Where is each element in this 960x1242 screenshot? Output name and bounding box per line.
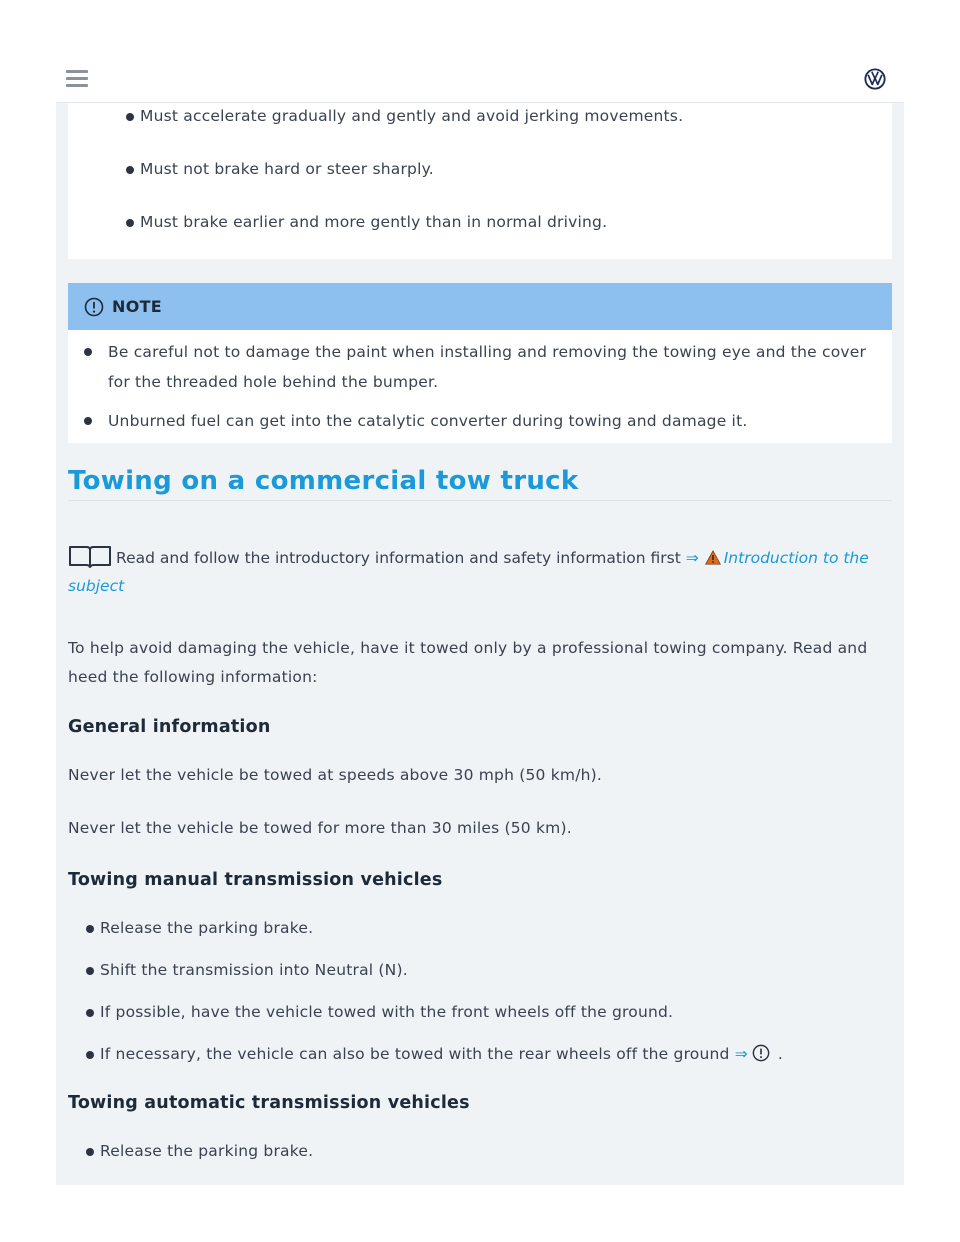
list-item: If possible, have the vehicle towed with the front wheels off the ground. — [86, 1001, 886, 1043]
note-list — [84, 337, 884, 445]
list-item: Must not brake hard or steer sharply. — [126, 158, 683, 185]
manual-transmission-list — [86, 917, 886, 1085]
top-header — [56, 0, 904, 103]
speed-limit-text: Never let the vehicle be towed at speeds above 30 mph (50 km/h). — [68, 766, 603, 784]
list-item: Shift the transmission into Neutral (N). — [86, 959, 886, 1001]
general-info-heading: General information — [68, 717, 271, 737]
automatic-transmission-heading: Towing automatic transmission vehicles — [68, 1093, 470, 1113]
list-item-end: . — [777, 1045, 784, 1063]
list-item: Unburned fuel can get into the catalytic converter during towing and damage it. — [84, 406, 884, 436]
note-header — [68, 283, 892, 330]
list-item: Release the parking brake. — [86, 917, 886, 959]
distance-limit-text: Never let the vehicle be towed for more than 30 miles (50 km). — [68, 819, 572, 837]
list-item: Release the parking brake. — [86, 1140, 886, 1182]
section-title: Towing on a commercial tow truck — [68, 466, 579, 496]
note-box — [68, 283, 892, 443]
link-arrow[interactable]: ⇒ — [734, 1045, 748, 1063]
hamburger-icon[interactable] — [66, 70, 88, 88]
main-content — [56, 103, 904, 1185]
list-item-text: If necessary, the vehicle can also be towed with the rear wheels off the ground — [100, 1045, 730, 1063]
manual-transmission-heading: Towing manual transmission vehicles — [68, 870, 443, 890]
towing-paragraph: To help avoid damaging the vehicle, have it towed only by a professional towing company. Read and heed the following information: — [68, 639, 868, 686]
vw-logo-icon[interactable] — [864, 68, 886, 90]
list-item — [86, 1043, 886, 1085]
divider — [68, 500, 892, 501]
list-item: Be careful not to damage the paint when installing and removing the towing eye and the cover for the threaded hole behind the bumper. — [84, 337, 884, 397]
open-book-icon — [68, 544, 112, 568]
introduction-link[interactable]: Introduction to the subject — [68, 549, 869, 595]
exclamation-circle-icon — [84, 297, 104, 317]
intro-note — [68, 544, 892, 600]
driving-rules-card — [68, 103, 892, 259]
exclamation-circle-icon[interactable] — [752, 1044, 770, 1062]
driving-rules-list — [126, 105, 683, 264]
note-title: NOTE — [112, 297, 163, 316]
intro-text: Read and follow the introductory information and safety information first — [116, 549, 681, 567]
link-arrow[interactable]: ⇒ — [685, 549, 699, 567]
automatic-transmission-list — [86, 1140, 886, 1182]
list-item: Must accelerate gradually and gently and avoid jerking movements. — [126, 105, 683, 132]
list-item: Must brake earlier and more gently than in normal driving. — [126, 211, 683, 238]
warning-triangle-icon — [705, 550, 721, 565]
